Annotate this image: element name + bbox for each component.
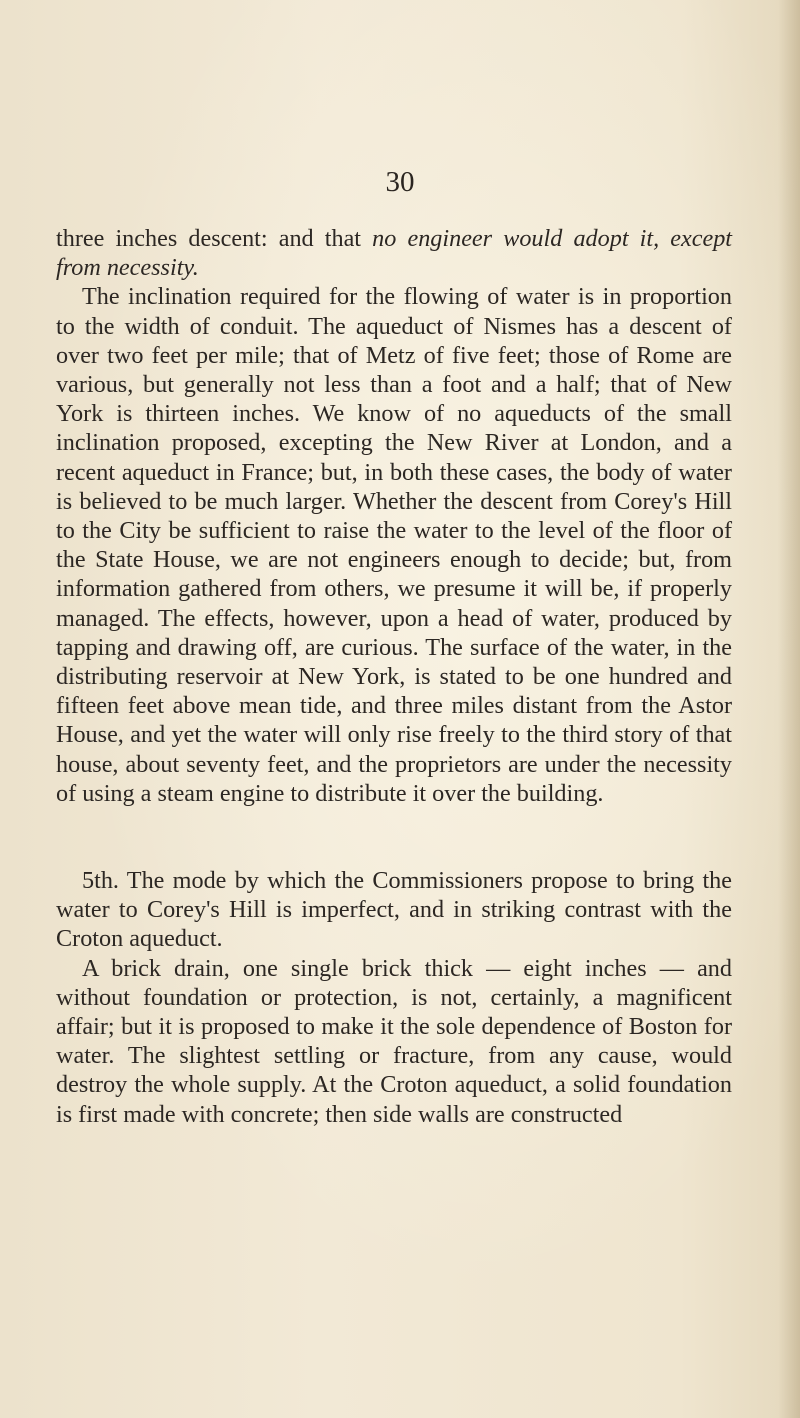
text-block-upper: [56, 224, 732, 808]
page-number: 30: [385, 166, 415, 198]
text-block-lower: [56, 866, 732, 1129]
paragraph-fifth-point: 5th. The mode by which the Commissioners propose to bring the water to Corey's Hill is imperfect, and in striking contrast with the Croton aqueduct.: [56, 867, 732, 953]
page-edge-shadow: [778, 0, 800, 1418]
emphasized-text: no engineer would adopt it, except from necessity.: [56, 225, 733, 282]
paragraph-lead-text: three inches descent: and that: [56, 225, 373, 252]
paragraph-brick-drain: A brick drain, one single brick thick — eight inches — and without foundation or protection, is not, certainly, a magnificent affair; but it is proposed to make it the sole dependence of Boston for water. The slightest settling or fracture, from any cause, would destroy the whole supply. At the Croton aqueduct, a solid foundation is first made with concrete; then side walls are constructed: [56, 954, 732, 1128]
paragraph-inclination: The inclination required for the flowing of water is in proportion to the width of conduit. The aqueduct of Nismes has a descent of over two feet per mile; that of Metz of five feet; those of Rome are various, but generally not less than a foot and a half; that of New York is thirteen inches. We know of no aqueducts of the small inclination proposed, excepting the New River at London, and a recent aqueduct in France; but, in both these cases, the body of water is believed to be much larger. Whether the descent from Corey's Hill to the City be sufficient to raise the water to the level of the floor of the State House, we are not engineers enough to decide; but, from information gathered from others, we presume it will be, if properly managed. The effects, however, upon a head of water, produced by tapping and drawing off, are curious. The surface of the water, in the distributing reservoir at New York, is stated to be one hundred and fifteen feet above mean tide, and three miles distant from the Astor House, and yet the water will only rise freely to the third story of that house, about seventy feet, and the proprietors are under the necessity of using a steam engine to distribute it over the building.: [56, 283, 732, 807]
paragraph-continuation: [56, 224, 732, 282]
